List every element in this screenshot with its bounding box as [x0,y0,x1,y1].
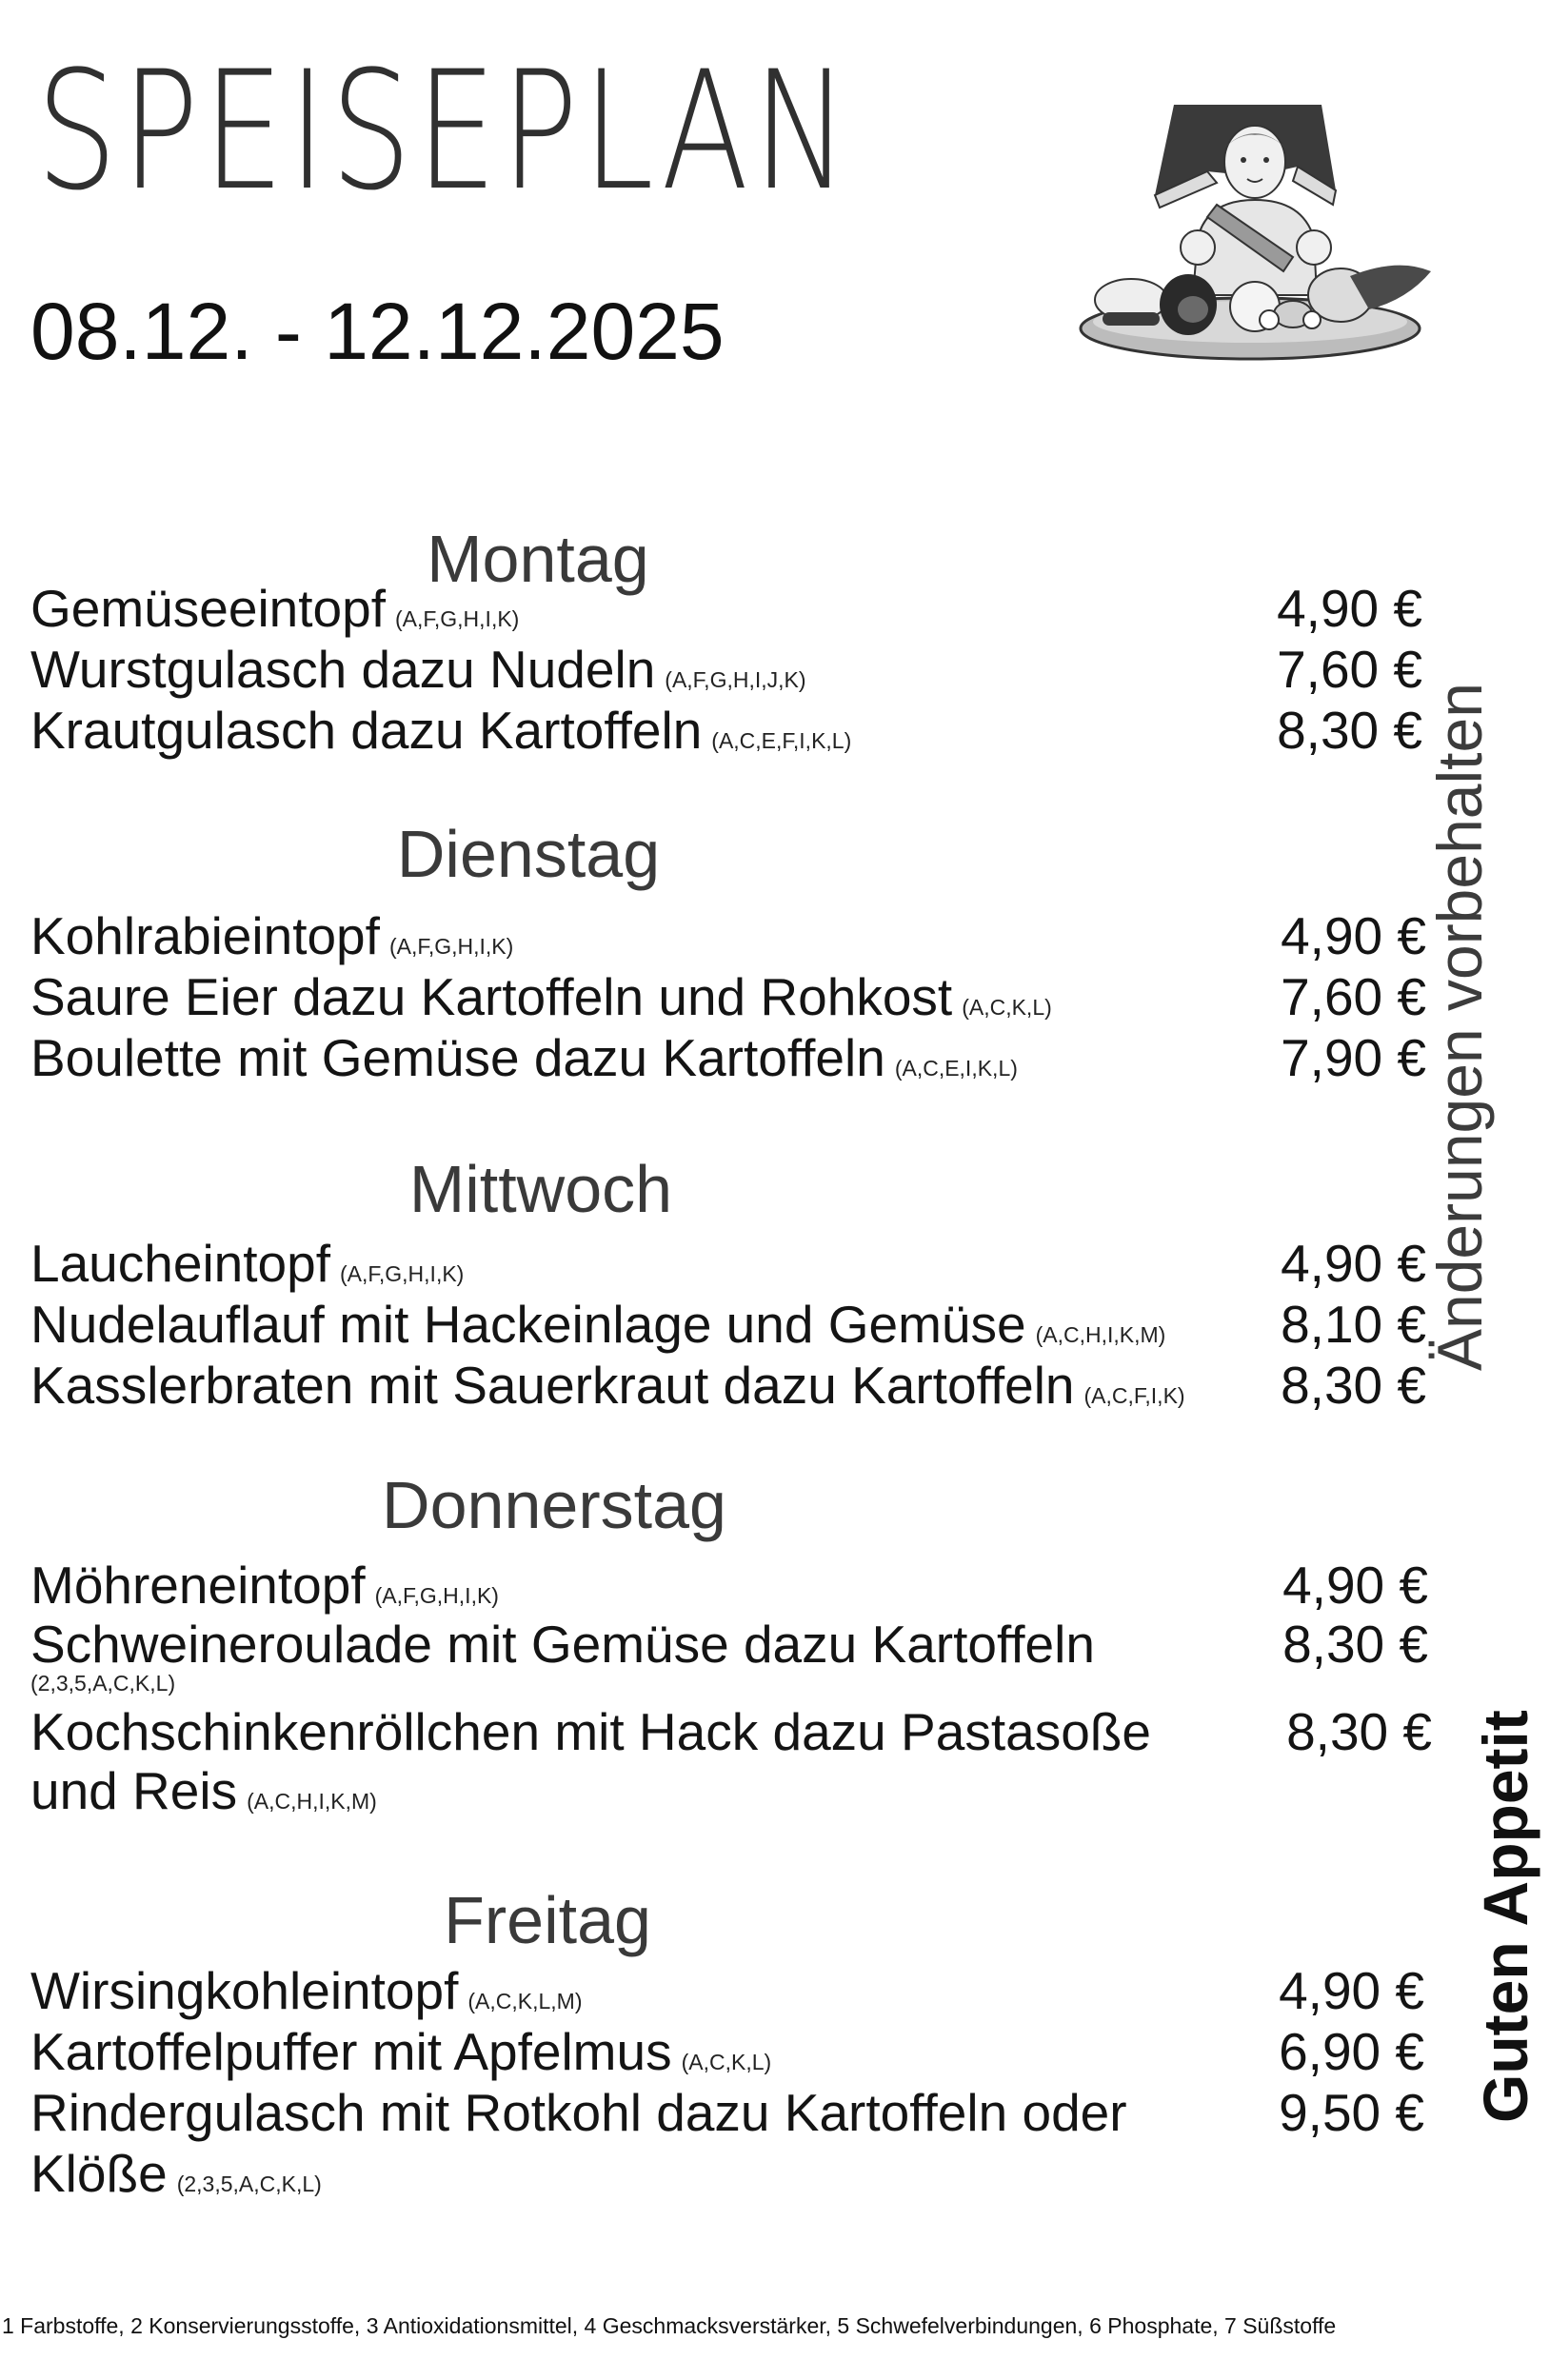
allergen-codes: (A,C,K,L,M) [467,1989,583,2013]
dish-name: Möhreneintopf [30,1556,366,1615]
price: 4,90 € [1282,1556,1428,1615]
dish-name-line2: Klöße [30,2144,168,2203]
allergen-codes: (A,C,K,L) [681,2050,772,2074]
price: 4,90 € [1281,1234,1426,1293]
menu-item [30,1295,1426,1358]
dish-name: Kohlrabieintopf [30,906,380,965]
butcher-woman-logo [1064,95,1436,367]
price: 4,90 € [1279,1961,1424,2020]
menu-item [30,1028,1426,1091]
price: 7,60 € [1277,640,1422,699]
dish-name: Kartoffelpuffer mit Apfelmus [30,2022,672,2081]
allergen-codes: (A,C,H,I,K,M) [1035,1322,1166,1347]
price: 7,60 € [1281,967,1426,1026]
dish-name: Krautgulasch dazu Kartoffeln [30,701,703,760]
price: 7,90 € [1281,1028,1426,1087]
menu-item [30,701,1422,764]
allergen-codes: (2,3,5,A,C,K,L) [30,1671,176,1696]
day-heading-montag: Montag [427,522,649,596]
dish-name: Saure Eier dazu Kartoffeln und Rohkost [30,967,953,1026]
day-heading-dienstag: Dienstag [396,817,661,891]
dish-name: Wirsingkohleintopf [30,1961,459,2020]
dish-name: Rindergulasch mit Rotkohl dazu Kartoffeln oder [30,2083,1127,2142]
price: 9,50 € [1279,2083,1424,2142]
allergen-codes: (A,F,G,H,I,K) [388,934,514,959]
menu-item [30,2022,1424,2085]
dish-name-line2: und Reis [30,1761,238,1820]
dish-name: Kasslerbraten mit Sauerkraut dazu Kartoffeln [30,1356,1075,1415]
allergen-codes: (A,F,G,H,I,J,K) [665,667,806,692]
allergen-codes: (A,C,E,I,K,L) [894,1056,1018,1081]
additives-legend: 1 Farbstoffe, 2 Konservierungsstoffe, 3 Antioxidationsmittel, 4 Geschmacksverstärker, 5 Schwefelverbindungen, 6 Phosphate, 7 Süßstoffe [2,2313,1337,2338]
allergen-codes: (A,C,H,I,K,M) [247,1789,377,1814]
price: 8,30 € [1286,1702,1432,1761]
dish-name-continued [30,2144,322,2203]
day-heading-freitag: Freitag [444,1883,651,1957]
price: 8,30 € [1277,701,1422,760]
menu-item [30,967,1426,1030]
changes-reserved-notice: Änderungen vorbehalten [1424,683,1495,1371]
price: 8,10 € [1281,1295,1426,1354]
menu-item [30,2083,1424,2146]
menu-item [30,1556,1428,1618]
allergen-codes: (A,C,K,L) [962,995,1052,1020]
dish-name-continued [30,1761,377,1820]
price: 4,90 € [1277,579,1422,638]
menu-item [30,579,1422,642]
menu-item [30,1702,1432,1765]
menu-item [30,1961,1424,2024]
dish-name: Boulette mit Gemüse dazu Kartoffeln [30,1028,885,1087]
allergen-codes: (A,F,G,H,I,K) [340,1261,465,1286]
day-heading-donnerstag: Donnerstag [382,1468,726,1542]
page-title: SPEISEPLAN [36,35,853,227]
guten-appetit-greeting: Guten Appetit [1470,1710,1540,2123]
dish-name: Gemüseeintopf [30,579,386,638]
menu-item [30,640,1422,703]
menu-item [30,906,1426,969]
day-heading-mittwoch: Mittwoch [408,1152,673,1226]
dish-name: Wurstgulasch dazu Nudeln [30,640,656,699]
dish-name: Nudelauflauf mit Hackeinlage und Gemüse [30,1295,1026,1354]
menu-item [30,1615,1428,1704]
allergen-codes: (A,C,F,I,K) [1083,1383,1185,1408]
allergen-codes: (2,3,5,A,C,K,L) [176,2172,322,2196]
price: 8,30 € [1282,1615,1428,1674]
dish-name: Kochschinkenröllchen mit Hack dazu Pastasoße [30,1702,1151,1761]
menu-item [30,1234,1426,1297]
price: 4,90 € [1281,906,1426,965]
dish-name: Schweineroulade mit Gemüse dazu Kartoffeln [30,1615,1095,1674]
allergen-codes: (A,C,E,F,I,K,L) [711,728,852,753]
date-range: 08.12. - 12.12.2025 [30,287,725,376]
dish-name: Laucheintopf [30,1234,330,1293]
price: 8,30 € [1281,1356,1426,1415]
price: 6,90 € [1279,2022,1424,2081]
allergen-codes: (A,F,G,H,I,K) [395,606,520,631]
menu-item [30,1356,1426,1418]
allergen-codes: (A,F,G,H,I,K) [374,1583,499,1608]
